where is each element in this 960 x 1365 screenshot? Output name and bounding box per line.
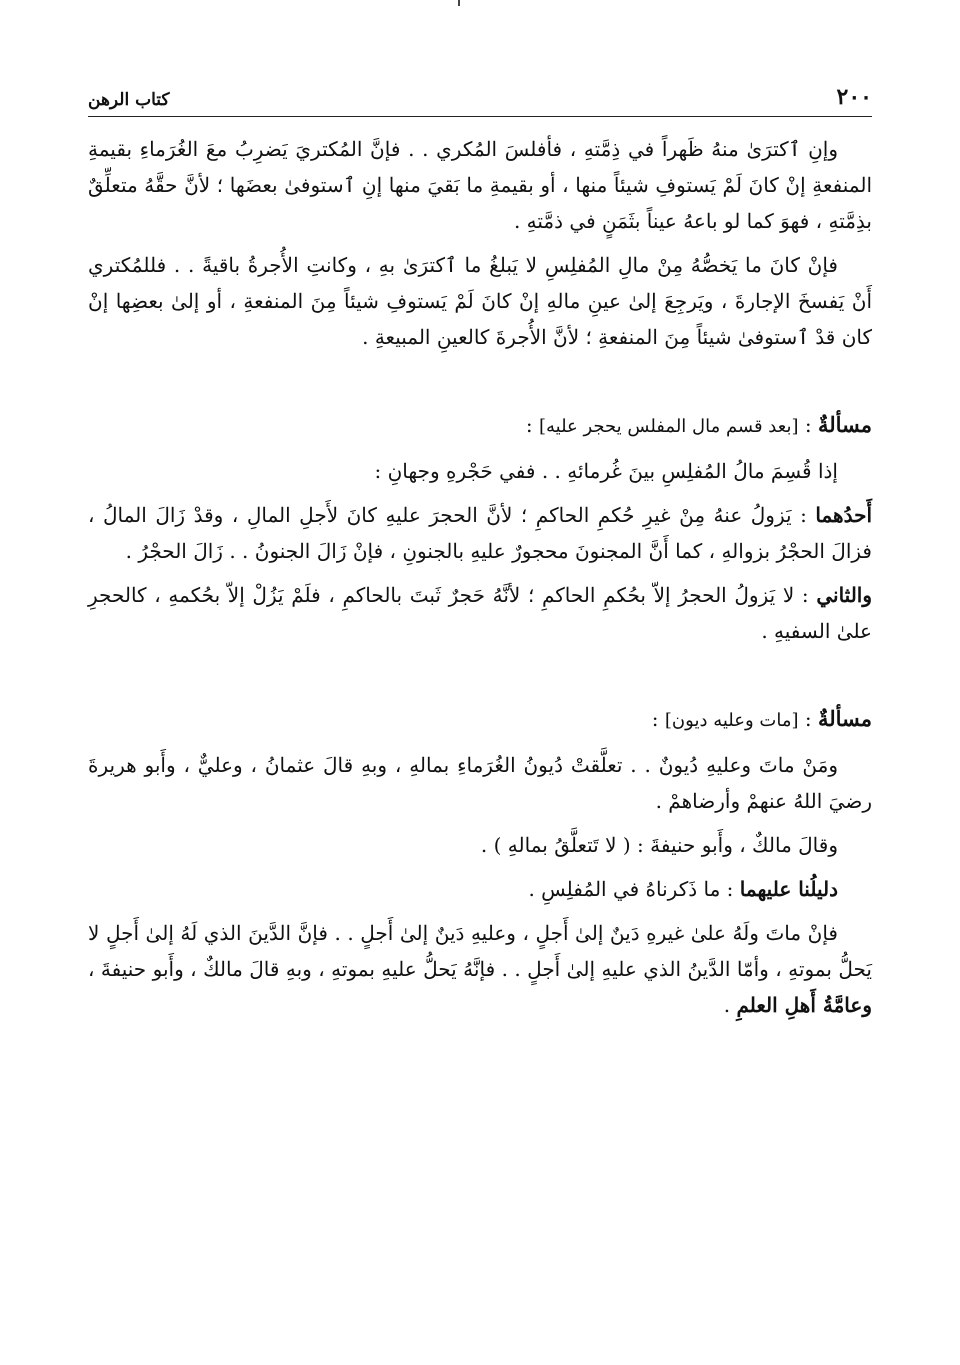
issue-label: مسألةٌ [817,412,872,437]
running-head [88,70,872,117]
lead-colon: : [720,877,734,901]
page-body [88,131,872,1023]
deferred-debt-end: . [723,993,731,1017]
deferred-debt-text: فإنْ ماتَ ولَهُ علىٰ غيرهِ دَينٌ إلىٰ أَجلٍ ، وعليهِ دَينٌ إلىٰ أَجلٍ . . فإنَّ الدَّينَ الذي لَهُ إلىٰ أَجلٍ لا يَحلُّ بموتهِ ، وأمّا الدَّينُ الذي عليهِ إلىٰ أَجلٍ . . فإنَّهُ يَحلُّ عليهِ بموتهِ ، وبهِ قالَ مالكٌ ، وأَبو حنيفةَ ، [88,921,872,981]
paragraph-deferred-debt [88,915,872,1023]
issue-colon: : [798,413,812,437]
second-view-text: لا يَزولُ الحجرُ إلاّ بحُكمِ الحاكمِ ؛ لأنَّهُ حَجرٌ ثَبتَ بالحاكمِ ، فلَمْ يَزُلْ إلاّ بحُكمهِ ، كالحجرِ علىٰ السفيهِ . [88,583,872,643]
section-gap [88,657,872,701]
issue-label: مسألةٌ [817,706,872,731]
paragraph-two-views: إذا قُسِمَ مالُ المُفلِسِ بينَ غُرمائهِ . . ففي حَجْرهِ وجهانِ : [374,459,838,483]
scholars-majority: وعامَّةُ أَهلِ العلمِ [736,993,872,1017]
evidence-text: ما ذَكرناهُ في المُفلِسِ . [528,877,721,901]
lead-word-first: أَحدُهما [815,503,872,527]
issue-heading-debts [88,701,872,739]
lead-colon: : [794,583,809,607]
issue-colon: : [798,707,812,731]
issue-title: [بعد قسم مال المفلس يحجر عليه] [538,416,799,437]
lead-word-evidence: دليلُنا عليهما [739,877,838,901]
paragraph-annul-lease: فإنْ كانَ ما يَخصُّهُ مِنْ مالِ المُفلِسِ لا يَبلغُ ما ٱكترَىٰ بهِ ، وكانتِ الأُجرةُ باقيةً . . فللمُكتري أَنْ يَفسخَ الإجارةَ ، ويَرجِعَ إلىٰ عينِ مالهِ إنْ كانَ لَمْ يَستوفِ شيئاً مِنَ المنفعةِ ، أو إلىٰ بعضِها إنْ كان قدْ ٱستوفىٰ شيئاً مِنَ المنفعةِ ؛ لأنَّ الأُجرةَ كالعينِ المبيعةِ . [88,253,872,349]
paragraph-rental-bankruptcy: وإنِ ٱكترَىٰ منهُ ظَهراً في ذِمَّتهِ ، فأفلسَ المُكري . . فإنَّ المُكتريَ يَضرِبُ معَ الغُرَماءِ بقيمةِ المنفعةِ إنْ كانَ لَمْ يَستوفِ شيئاً منها ، أو بقيمةِ ما بَقيَ منها إنِ ٱستوفىٰ بعضَها ؛ لأنَّ حقَّهُ متعلِّقٌ بذِمَّتهِ ، فهوَ كما لو باعهُ عيناً بثَمَنٍ في ذمَّتهِ . [88,137,872,233]
issue-heading-interdiction [88,407,872,445]
paragraph-second-view [88,577,872,649]
issue-colon-end: : [525,413,533,437]
paragraph-first-view [88,497,872,569]
book-title: كتاب الرهن [88,90,170,110]
book-page [88,70,872,1031]
paragraph-our-evidence [88,871,872,907]
issue-colon-end: : [651,707,659,731]
paragraph-malik-view: وقالَ مالكٌ ، وأَبو حنيفةَ : ( لا تَتعلَّقُ بمالهِ ) . [480,833,838,857]
issue-title: [مات وعليه ديون] [664,710,799,731]
lead-word-second: والثاني [816,583,873,607]
paragraph-died-with-debts: ومَنْ ماتَ وعليهِ دُيونٌ . . تعلَّقتْ دُيونُ الغُرَماءِ بمالهِ ، وبهِ قالَ عثمانُ ، وعليٌّ ، وأَبو هريرةَ رضيَ اللهُ عنهمْ وأرضاهمْ . [88,753,872,813]
page-edge-mark [458,0,460,6]
lead-colon: : [791,503,807,527]
section-gap [88,363,872,407]
first-view-text: يَزولُ عنهُ مِنْ غيرِ حُكمِ الحاكمِ ؛ لأنَّ الحجرَ عليهِ كانَ لأَجلِ المالِ ، وقدْ زَالَ المالُ ، فزالَ الحجْرُ بزوالهِ ، كما أَنَّ المجنونَ محجورٌ عليهِ بالجنونِ ، فإنْ زَالَ الجنونُ . . زَالَ الحجْرُ . [88,503,872,563]
page-number: ٢٠٠ [836,84,872,110]
